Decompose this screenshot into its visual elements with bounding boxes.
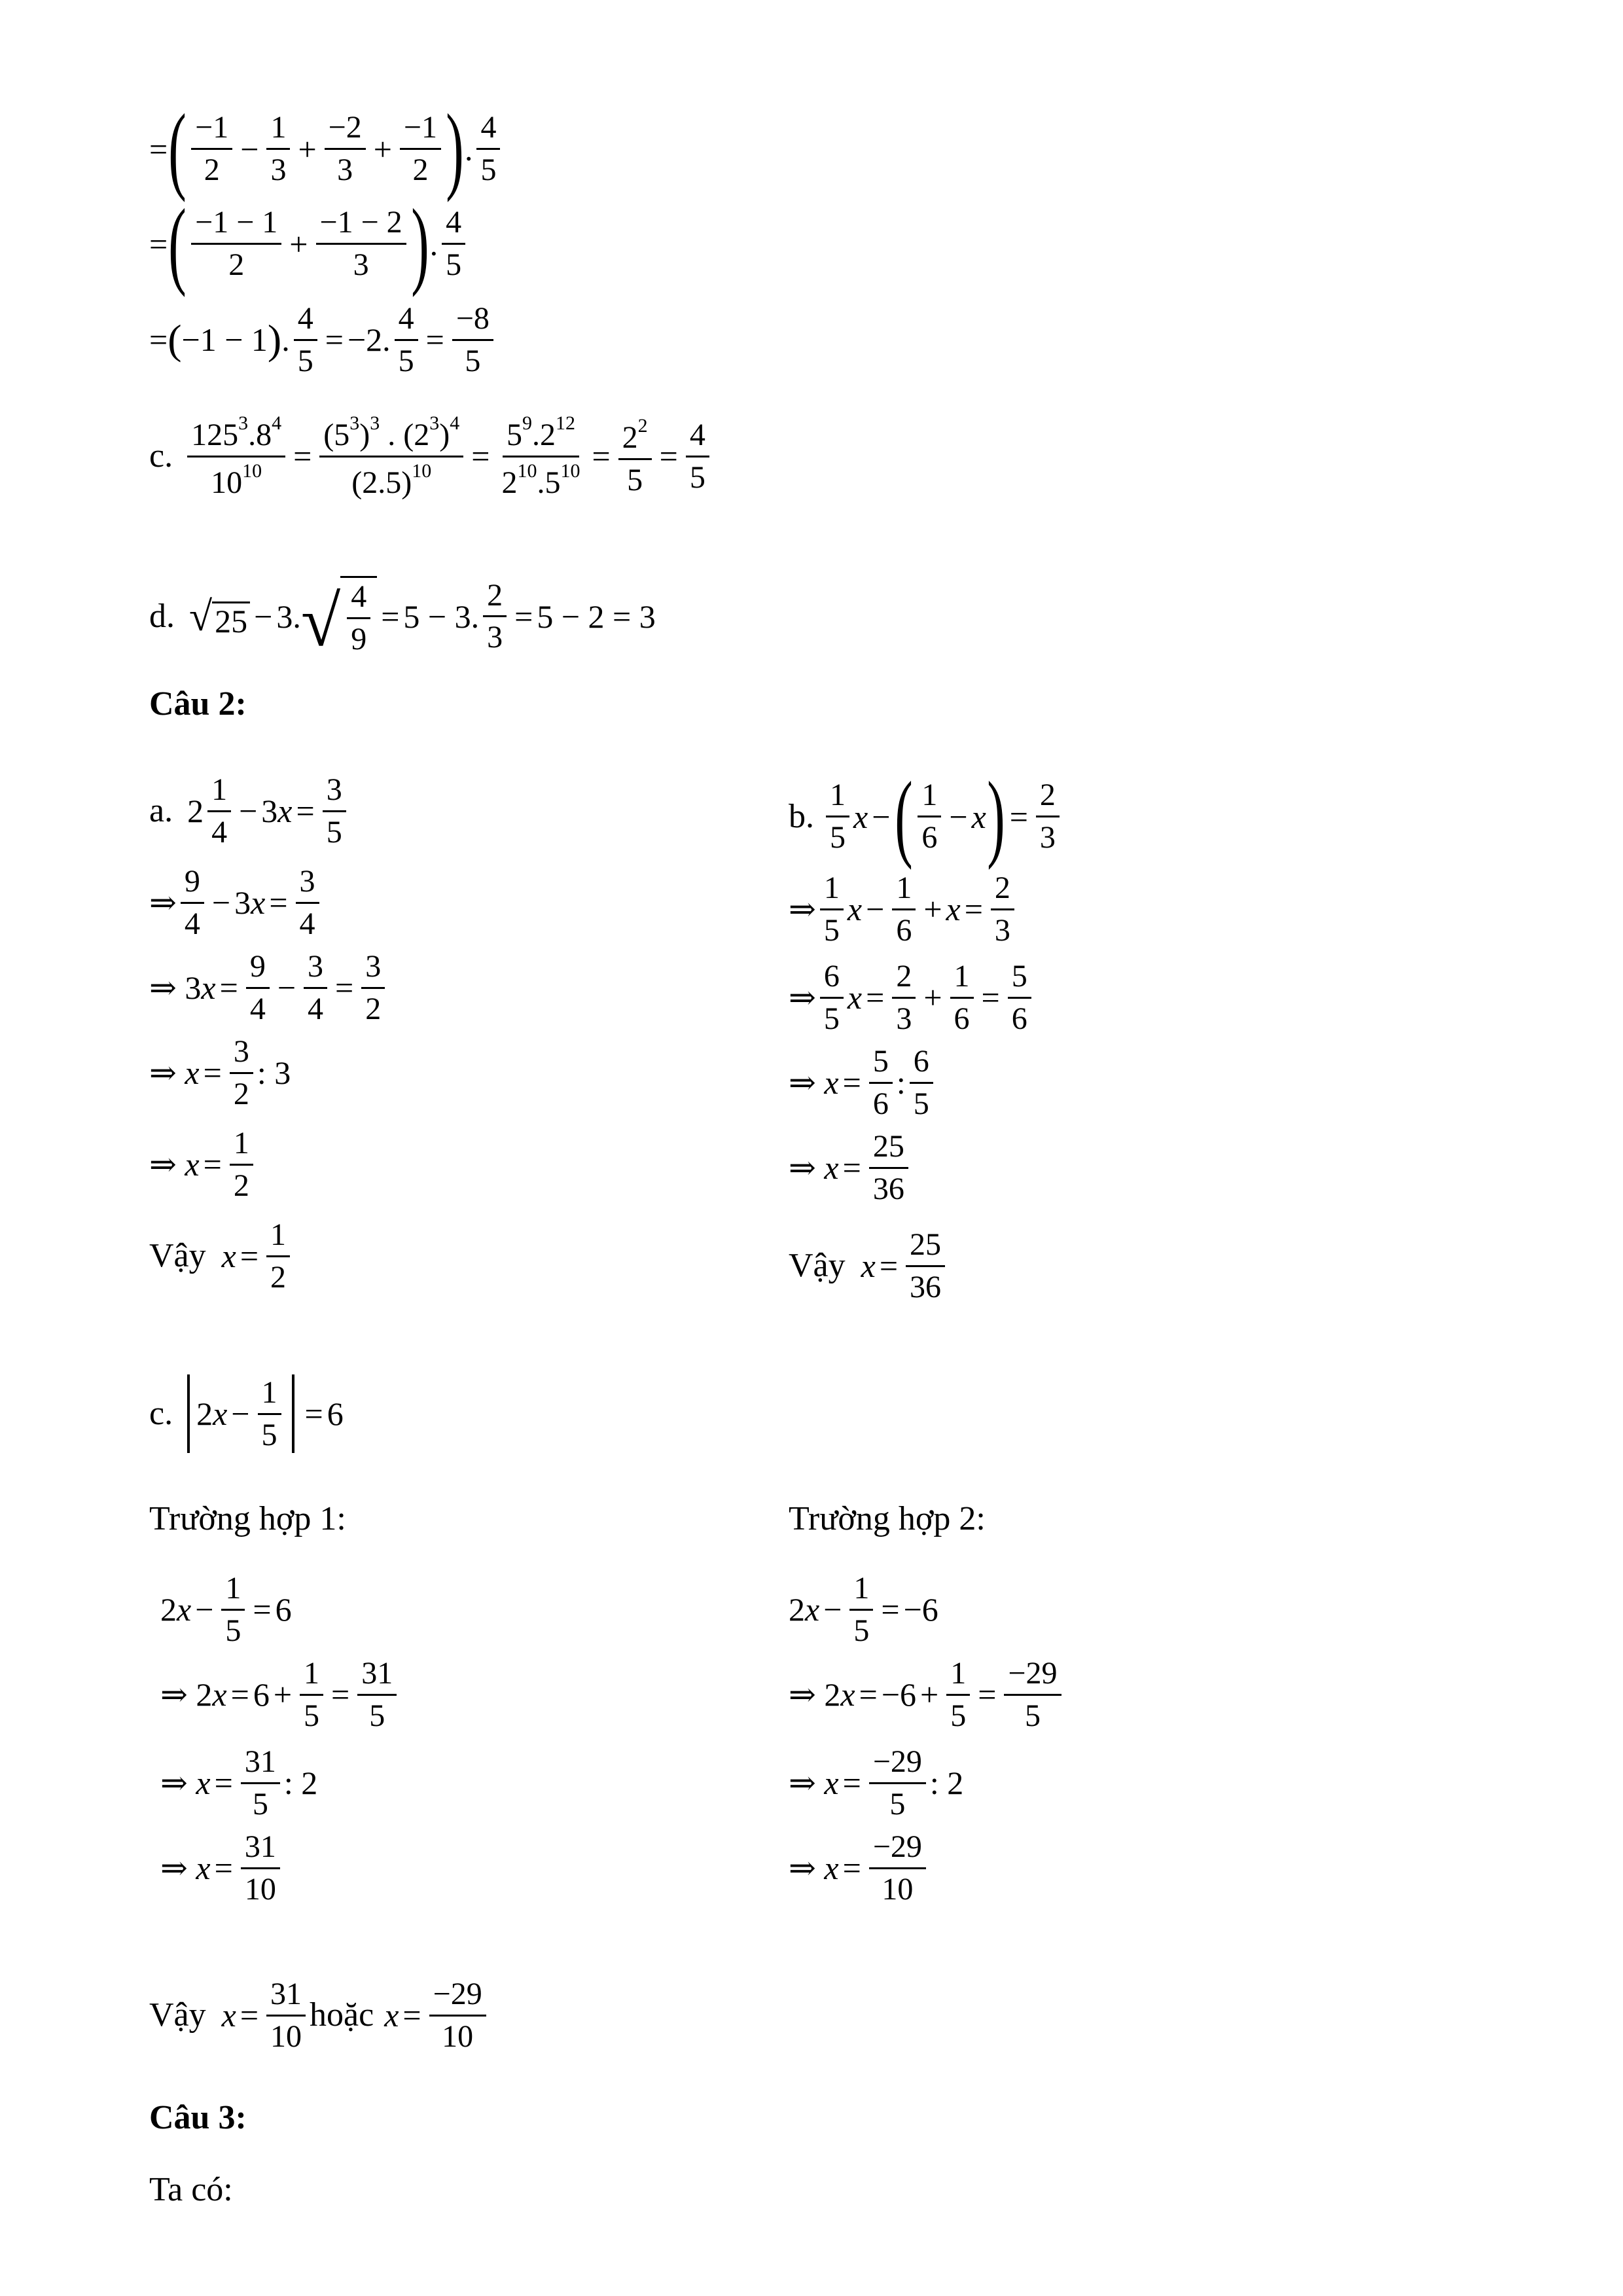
case-2-step-4: ⇒ x = $\frac{-29}{10}$ <box>789 1829 930 1907</box>
part-a-step-1: ⇒ $\frac{9}{4}$ − 3x = $\frac{3}{4}$ <box>149 864 323 942</box>
case-1-step-4: ⇒ x = $\frac{31}{10}$ <box>160 1829 284 1907</box>
case-2-step-2: ⇒ 2x = −6 + $\frac{1}{5}$ = $\frac{-29}{5}$ <box>789 1656 1065 1734</box>
case-1-step-3: ⇒ x = $\frac{31}{5}$ : 2 <box>160 1744 318 1821</box>
part-d-sqrt: d. √ 25 − 3. √ $\frac{4}{9}$ = 5 − 3. $\frac{2}{3}$ = 5 − 2 = 3 <box>149 576 656 657</box>
part-c-conclusion: Vậy x = $\frac{31}{10}$ hoặc x = $\frac{-29}{10}$ <box>149 1977 490 2054</box>
text-ta-co: Ta có: <box>149 2171 233 2208</box>
part-a-step-3: ⇒ x = $\frac{3}{2}$ : 3 <box>149 1034 291 1111</box>
label-c-abs: c. <box>149 1395 173 1432</box>
part-b-step-2: ⇒ $\frac{6}{5}$ x = $\frac{2}{3}$ + $\frac{1}{6}$ = $\frac{5}{6}$ <box>789 959 1035 1037</box>
part-c-abs-equation: c. 2x − $\frac{1}{5}$ = 6 <box>149 1374 344 1452</box>
part-a-step-4: ⇒ x = $\frac{1}{2}$ <box>149 1126 257 1204</box>
label-a: a. <box>149 792 173 830</box>
case-2-step-1: 2x − $\frac{1}{5}$ = −6 <box>789 1571 938 1648</box>
case-1-heading: Trường hợp 1: <box>149 1500 346 1537</box>
part-a-conclusion: Vậy x = $\frac{1}{2}$ <box>149 1217 294 1295</box>
part-a-step-2: ⇒ 3x = $\frac{9}{4}$ − $\frac{3}{4}$ = $\frac{3}{2}$ <box>149 949 389 1027</box>
heading-cau-2: Câu 2: <box>149 685 247 723</box>
part-c-power: c. $\frac{125^3.8^4}{10^{10}}$ = $\frac{(5^3)^3 . (2^3)^4}{(2.5)^{10}}$ = $\frac{5^9.2^{12}}{2^{10}.5^{10}}$ = $\frac{2^2}{5}$ = $\frac{4}{5}$ <box>149 412 713 501</box>
case-1-step-2: ⇒ 2x = 6 + $\frac{1}{5}$ = $\frac{31}{5}$ <box>160 1656 401 1734</box>
word-hoac: hoặc <box>310 1996 374 2034</box>
label-d: d. <box>149 597 175 635</box>
word-vay-c: Vậy <box>149 1996 206 2034</box>
math-line-1: = ( $\frac{-1}{2}$ − $\frac{1}{3}$ + $\frac{-2}{3}$ + $\frac{-1}{2}$ ) . $\frac{4}{5}$ <box>149 105 504 193</box>
part-b-conclusion: Vậy x = $\frac{25}{36}$ <box>789 1227 949 1305</box>
case-2-step-3: ⇒ x = $\frac{-29}{5}$ : 2 <box>789 1744 964 1821</box>
part-b-step-4: ⇒ x = $\frac{25}{36}$ <box>789 1129 912 1207</box>
math-line-2: = ( $\frac{-1 - 1}{2}$ + $\frac{-1 - 2}{3}$ ) . $\frac{4}{5}$ <box>149 200 469 288</box>
part-b-step-1: ⇒ $\frac{1}{5}$ x − $\frac{1}{6}$ + x = $\frac{2}{3}$ <box>789 870 1018 948</box>
part-b-step-3: ⇒ x = $\frac{5}{6}$ : $\frac{6}{5}$ <box>789 1044 937 1122</box>
case-2-heading: Trường hợp 2: <box>789 1500 986 1537</box>
heading-cau-3: Câu 3: <box>149 2099 247 2136</box>
case-1-step-1: 2x − $\frac{1}{5}$ = 6 <box>160 1571 292 1648</box>
part-b-equation: b. $\frac{1}{5}$ x − ( $\frac{1}{6}$ − x ) = $\frac{2}{3}$ <box>789 772 1063 861</box>
word-vay-b: Vậy <box>789 1247 846 1285</box>
label-b: b. <box>789 797 814 835</box>
math-line-3: = ( −1 − 1 ) . $\frac{4}{5}$ = −2. $\frac{4}{5}$ = $\frac{-8}{5}$ <box>149 301 497 379</box>
part-a-equation: a. 2 $\frac{1}{4}$ − 3x = $\frac{3}{5}$ <box>149 772 350 850</box>
word-vay-a: Vậy <box>149 1237 206 1275</box>
label-c: c. <box>149 437 173 475</box>
